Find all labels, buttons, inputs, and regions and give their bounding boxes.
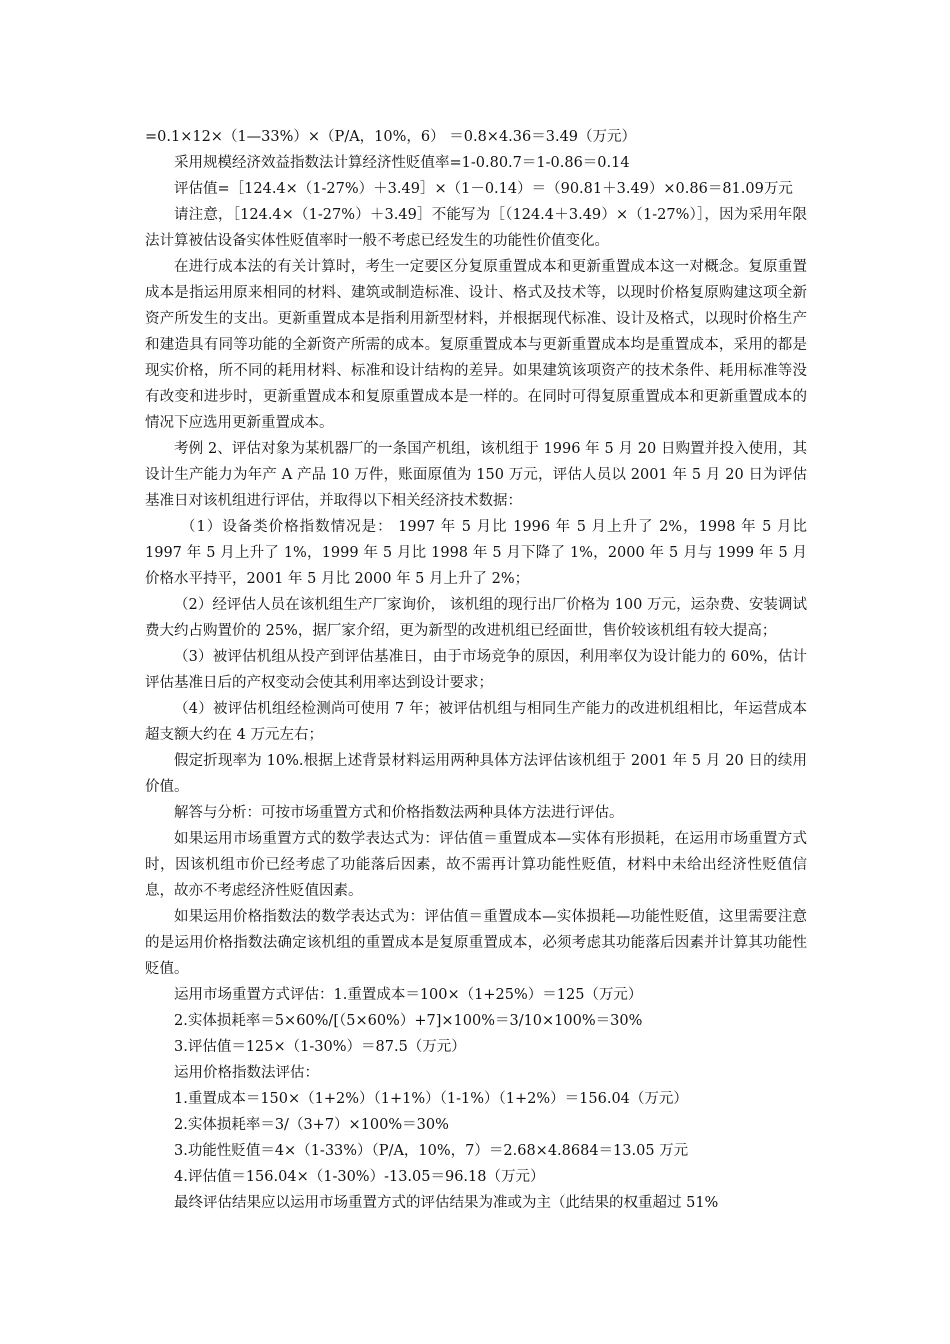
price-index-heading: 运用价格指数法评估： (174, 1065, 319, 1081)
price-index-explanation: 如果运用价格指数法的数学表达式为：评估值＝重置成本—实体损耗—功能性贬值，这里需要注意的是运用价格指数法确定该机组的重置成本是复原重置成本，必须考虑其功能落后因素并计算其功能性贬值。 (145, 909, 807, 977)
economic-depreciation-rate: 采用规模经济效益指数法计算经济性贬值率=1-0.80.7＝1-0.86＝0.14 (174, 155, 630, 171)
index-step-2: 2.实体损耗率＝3/（3+7）×100%＝30% (174, 1117, 449, 1133)
condition-2-inquiry: （2）经评估人员在该机组生产厂家询价， 该机组的现行出厂价格为 100 万元，运杂费、安装调试费大约占购置价的 25%，据厂家介绍，更为新型的改进机组已经面世，售价较该机组有较大提高； (145, 597, 807, 639)
discount-rate-assumption: 假定折现率为 10%.根据上述背景材料运用两种具体方法评估该机组于 2001 年 5 月 20 日的续用价值。 (145, 753, 807, 795)
index-step-3: 3.功能性贬值＝4×（1-33%）（P/A，10%，7）＝2.68×4.8684＝13.05 万元 (174, 1143, 689, 1159)
answer-analysis: 解答与分析：可按市场重置方式和价格指数法两种具体方法进行评估。 (174, 805, 624, 821)
market-step-1: 运用市场重置方式评估：1.重置成本＝100×（1+25%）＝125（万元） (174, 987, 643, 1003)
condition-1-price-index: （1）设备类价格指数情况是： 1997 年 5 月比 1996 年 5 月上升了 2%，1998 年 5 月比 1997 年 5 月上升了 1%，1999 年 5 月比 1998 年 5 月下降了 1%，2000 年 5 月与 1999 年 5 月价格水平持平，2001 年 5 月比 2000 年 5 月上升了 2%； (145, 519, 807, 587)
market-step-3: 3.评估值＝125×（1-30%）＝87.5（万元） (174, 1039, 466, 1055)
index-step-1: 1.重置成本＝150×（1+2%）（1+1%）（1-1%）（1+2%）＝156.04（万元） (174, 1091, 688, 1107)
final-conclusion-line: 最终评估结果应以运用市场重置方式的评估结果为准或为主（此结果的权重超过 51% (174, 1195, 719, 1211)
condition-4-remaining-life: （4）被评估机组经检测尚可使用 7 年；被评估机组与相同生产能力的改进机组相比，年运营成本超支额大约在 4 万元左右； (145, 701, 807, 743)
document-page (145, 124, 807, 1216)
formula-line-pa: =0.1×12×（1—33%）×（P/A，10%，6） ＝0.8×4.36＝3.49（万元） (145, 129, 637, 145)
example-2-intro: 考例 2、评估对象为某机器厂的一条国产机组，该机组于 1996 年 5 月 20 日购置并投入使用，其设计生产能力为年产 A 产品 10 万件，账面原值为 150 万元，评估人员以 2001 年 5 月 20 日为评估基准日对该机组进行评估，并取得以下相关经济技术数据： (145, 441, 807, 509)
condition-3-utilization: （3）被评估机组从投产到评估基准日，由于市场竞争的原因，利用率仅为设计能力的 60%，估计评估基准日后的产权变动会使其利用率达到设计要求； (145, 649, 807, 691)
market-step-2: 2.实体损耗率＝5×60%/[（5×60%）+7]×100%＝3/10×100%＝30% (174, 1013, 643, 1029)
market-replacement-explanation: 如果运用市场重置方式的数学表达式为：评估值＝重置成本—实体有形损耗，在运用市场重置方式时，因该机组市价已经考虑了功能落后因素，故不需再计算功能性贬值，材料中未给出经济性贬值信息，故亦不考虑经济性贬值因素。 (145, 831, 807, 899)
cost-method-concept-paragraph: 在进行成本法的有关计算时，考生一定要区分复原重置成本和更新重置成本这一对概念。复原重置成本是指运用原来相同的材料、建筑或制造标准、设计、格式及技术等，以现时价格复原购建这项全新资产所发生的支出。更新重置成本是指利用新型材料，并根据现代标准、设计及格式，以现时价格生产和建造具有同等功能的全新资产所需的成本。复原重置成本与更新重置成本均是重置成本，采用的都是现实价格，所不同的耗用材料、标准和设计结构的差异。如果建筑该项资产的技术条件、耗用标准等没有改变和进步时，更新重置成本和复原重置成本是一样的。在同时可得复原重置成本和更新重置成本的情况下应选用更新重置成本。 (145, 259, 807, 431)
note-paragraph: 请注意，［124.4×（1-27%）＋3.49］不能写为［（124.4＋3.49）×（1-27%）］，因为采用年限法计算被估设备实体性贬值率时一般不考虑已经发生的功能性价值变化。 (145, 207, 807, 249)
index-step-4: 4.评估值＝156.04×（1-30%）-13.05＝96.18（万元） (174, 1169, 545, 1185)
valuation-result-line: 评估值=［124.4×（1-27%）＋3.49］×（1－0.14）＝（90.81＋3.49）×0.86＝81.09万元 (174, 181, 793, 197)
